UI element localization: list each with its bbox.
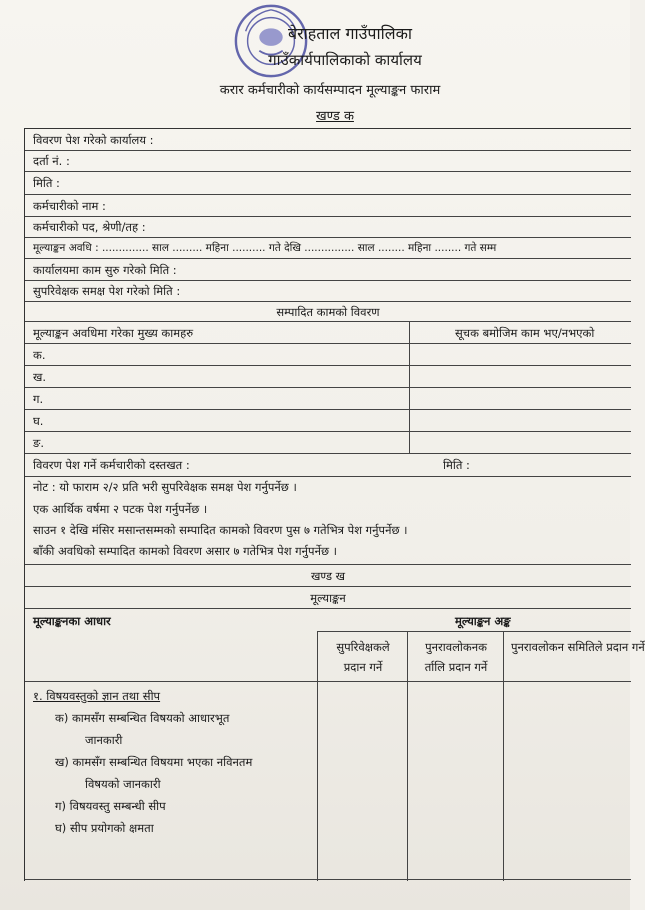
work-details-title <box>25 302 631 322</box>
work-row-label: ख. <box>33 370 47 384</box>
work-column-divider <box>409 322 410 454</box>
field-office-label: विवरण पेश गरेको कार्यालय : <box>33 133 154 147</box>
section-b-heading <box>25 565 631 587</box>
criteria-title: १. विषयवस्तुको ज्ञान तथा सीप <box>33 689 161 703</box>
criteria-item: घ) सीप प्रयोगको क्षमता <box>55 821 154 835</box>
field-evaluation-period-label: मूल्याङ्कन अवधि : .............. साल ......... महिना .......... गते देखि ............... साल ........ महिना ........ गते सम्म <box>33 242 497 254</box>
criteria-item: ख) कामसँग सम्बन्धित विषयमा भएका नविनतम <box>55 755 253 769</box>
field-start-date-label: कार्यालयमा काम सुरु गरेको मिति : <box>33 263 177 277</box>
field-submitted-date-label: सुपरिवेक्षक समक्ष पेश गरेको मिति : <box>33 284 181 298</box>
field-employee-name-label: कर्मचारीको नाम : <box>33 199 106 213</box>
signature-row[interactable] <box>25 454 631 477</box>
work-row-label: घ. <box>33 414 44 428</box>
criteria-block <box>33 685 252 839</box>
signature-label: विवरण पेश गर्ने कर्मचारीको दस्तखत : <box>33 458 190 472</box>
work-row[interactable] <box>25 410 631 432</box>
col-reviewer-line: पुनरावलोकनक <box>425 640 487 654</box>
field-reg-no[interactable] <box>25 151 631 172</box>
work-row[interactable] <box>25 388 631 410</box>
field-date-label: मिति : <box>33 176 60 190</box>
evaluation-form-table <box>24 128 645 881</box>
notes-block <box>25 477 631 565</box>
field-office[interactable] <box>25 129 631 151</box>
field-employee-name[interactable] <box>25 195 631 217</box>
work-row-label: ङ. <box>33 436 44 450</box>
section-a-heading: खण्ड क <box>316 109 354 124</box>
col-indicator: सूचक बमोजिम काम भए/नभएको <box>455 326 595 340</box>
evaluation-title-text: मूल्याङ्कन <box>310 591 346 605</box>
field-date[interactable] <box>25 172 631 195</box>
criteria-item-continued: जानकारी <box>85 733 123 747</box>
evaluation-header-divider <box>25 681 631 682</box>
office-name: गाउँकार्यपालिकाको कार्यालय <box>268 51 422 69</box>
section-b-heading-text: खण्ड ख <box>310 569 346 583</box>
evaluation-title <box>25 587 631 609</box>
field-evaluation-period[interactable] <box>25 238 631 259</box>
field-submitted-date[interactable] <box>25 281 631 302</box>
score-column-divider <box>407 631 408 881</box>
field-post-level-label: कर्मचारीको पद, श्रेणी/तह : <box>33 220 146 234</box>
criteria-item: ग) विषयवस्तु सम्बन्धी सीप <box>55 799 166 813</box>
score-column-divider <box>503 631 504 881</box>
field-post-level[interactable] <box>25 217 631 238</box>
evaluation-bottom-border <box>25 879 631 880</box>
work-details-title-text: सम्पादित कामको विवरण <box>276 305 380 319</box>
col-supervisor-line: प्रदान गर्ने <box>343 660 383 674</box>
col-evaluation-score: मूल्याङ्कन अङ्क <box>455 614 511 628</box>
score-subheader-divider <box>317 631 631 632</box>
field-reg-no-label: दर्ता नं. : <box>33 154 70 168</box>
col-main-tasks: मूल्याङ्कन अवधिमा गरेका मुख्य कामहरु <box>33 326 194 340</box>
signature-date-label: मिति : <box>443 458 470 472</box>
municipality-name: बेराहताल गाउँपालिका <box>287 24 413 43</box>
col-reviewer-line: र्तालि प्रदान गर्ने <box>424 660 488 674</box>
work-row-label: क. <box>33 348 46 362</box>
col-evaluation-basis: मूल्याङ्कनका आधार <box>33 614 111 628</box>
form-title: करार कर्मचारीको कार्यसम्पादन मूल्याङ्कन फाराम <box>219 83 441 98</box>
col-committee: पुनरावलोकन समितिले प्रदान गर्ने <box>511 640 645 654</box>
col-supervisor-line: सुपरिवेक्षकले <box>336 640 390 654</box>
criteria-item: क) कामसँग सम्बन्धित विषयको आधारभूत <box>55 711 230 725</box>
work-row[interactable] <box>25 344 631 366</box>
work-row[interactable] <box>25 432 631 454</box>
note-line: साउन १ देखि मंसिर मसान्तसम्मको सम्पादित कामको विवरण पुस ७ गतेभित्र पेश गर्नुपर्नेछ । <box>33 523 408 537</box>
note-line: एक आर्थिक वर्षमा २ पटक पेश गर्नुपर्नेछ । <box>33 502 208 516</box>
work-header-row <box>25 322 631 344</box>
col-reviewer <box>409 637 503 677</box>
work-row[interactable] <box>25 366 631 388</box>
col-supervisor <box>319 637 407 677</box>
score-column-divider <box>317 631 318 881</box>
criteria-item-continued: विषयको जानकारी <box>85 777 161 791</box>
work-row-label: ग. <box>33 392 44 406</box>
note-line: नोट : यो फाराम २/२ प्रति भरी सुपरिवेक्षक समक्ष पेश गर्नुपर्नेछ । <box>33 480 297 494</box>
field-start-date[interactable] <box>25 259 631 281</box>
note-line: बाँकी अवधिको सम्पादित कामको विवरण असार ७ गतेभित्र पेश गर्नुपर्नेछ । <box>33 544 338 558</box>
